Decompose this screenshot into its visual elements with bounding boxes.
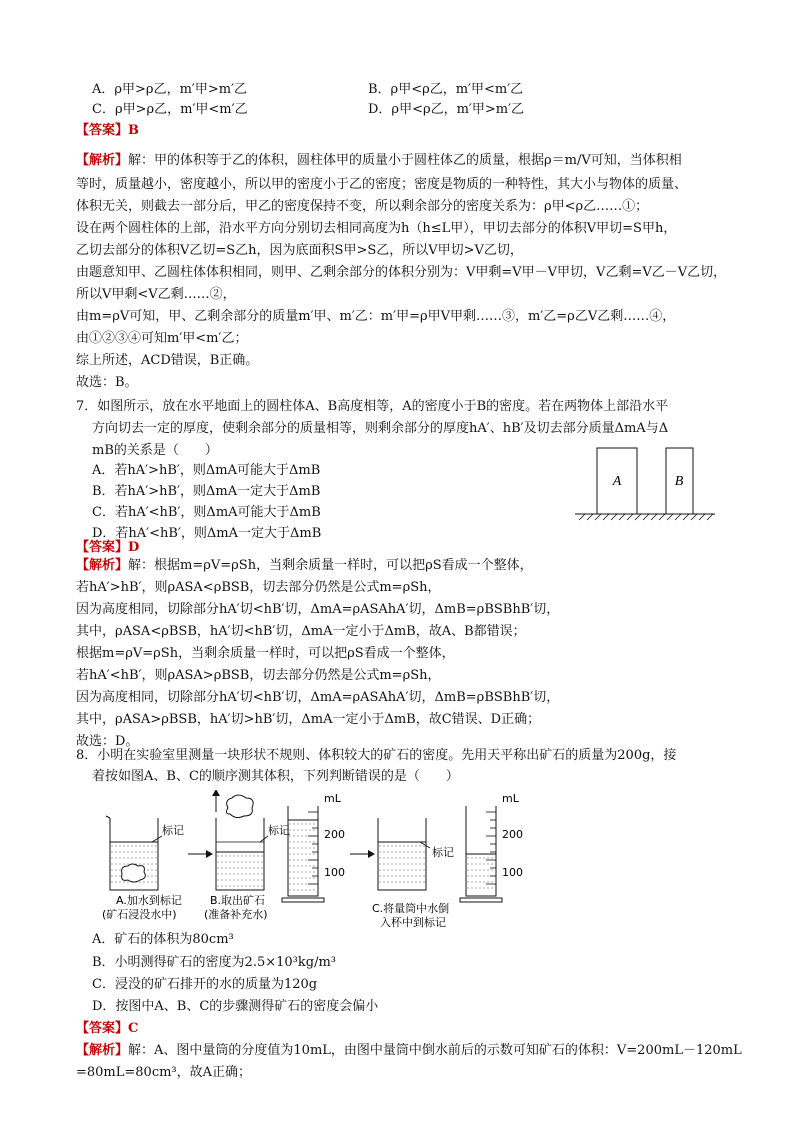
q8-option-c[interactable]: C．浸没的矿石排开的水的质量为120g xyxy=(92,977,318,992)
q6-analysis-line: 等时，质量越小，密度越小，所以甲的密度小于乙的密度；密度是物质的一种特性，其大小与物体的质量、 xyxy=(76,177,688,192)
q7-analysis-line: 故选：D。 xyxy=(76,734,139,749)
q7-analysis-line: 若hA′<hB′，则ρASA>ρBSB，切去部分仍然是公式m=ρSh， xyxy=(76,668,441,683)
q7-option-a[interactable]: A．若hA′>hB′，则ΔmA可能大于ΔmB xyxy=(92,463,321,478)
q7-stem-line: 7．如图所示，放在水平地面上的圆柱体A、B高度相等，A的密度小于B的密度。若在两物体上部沿水平 xyxy=(76,399,669,414)
beaker-a xyxy=(102,816,184,921)
mark-label-b: 标记 xyxy=(268,824,290,837)
q7-analysis-line: 其中，ρASA>ρBSB，hA′切>hB′切，ΔmA一定小于ΔmB，故C错误、D正确； xyxy=(76,712,541,727)
q8-experiment-figure xyxy=(100,790,540,935)
q7-analysis-line: 根据m=ρV=ρSh，当剩余质量一样时，可以把ρS看成一个整体， xyxy=(76,646,455,661)
q7-analysis-line: 其中，ρASA<ρBSB，hA′切<hB′切，ΔmA一定小于ΔmB，故A、B都错误； xyxy=(76,624,526,639)
tick-200-label-1: 200 xyxy=(324,828,345,841)
tick-100-label-1: 100 xyxy=(324,866,345,879)
beaker-b xyxy=(204,790,290,921)
q8-stem-line: 8．小明在实验室里测量一块形状不规则、体积较大的矿石的密度。先用天平称出矿石的质量为200g，接 xyxy=(76,748,677,763)
q7-answer: 【答案】D xyxy=(76,540,140,555)
graduated-cylinder-2 xyxy=(460,792,523,902)
tick-200-label-2: 200 xyxy=(502,828,523,841)
q6-analysis-line: 设在两个圆柱体的上部，沿水平方向分别切去相同高度为h（h≤L甲），甲切去部分的体积V甲切=S甲h， xyxy=(76,221,677,236)
q6-analysis-line: 体积无关，则截去一部分后，甲乙的密度保持不变，所以剩余部分的密度关系为：ρ甲<ρ乙……①； xyxy=(76,199,649,214)
q8-answer: 【答案】C xyxy=(76,1021,139,1036)
caption-a-line1: A.加水到标记 xyxy=(116,894,182,907)
q6-analysis-line: 由题意知甲、乙圆柱体体积相同，则甲、乙剩余部分的体积分别为：V甲剩=V甲－V甲切，V乙剩=V乙－V乙切， xyxy=(76,265,727,280)
q7-analysis-line: 因为高度相同，切除部分hA′切<hB′切，ΔmA=ρASAhA′切，ΔmB=ρBSBhB′切， xyxy=(76,690,560,705)
unit-label-2: mL xyxy=(502,792,519,805)
q7-analysis-line: 【解析】解：根据m=ρV=ρSh，当剩余质量一样时，可以把ρS看成一个整体， xyxy=(76,558,533,573)
q7-stem-line: mB的关系是（ ） xyxy=(92,443,218,458)
q7-stem-line: 方向切去一定的厚度，使剩余部分的质量相等，则剩余部分的厚度hA′、hB′及切去部分质量ΔmA与Δ xyxy=(92,421,669,436)
q8-stem-line: 着按如图A、B、C的顺序测其体积，下列判断错误的是（ ） xyxy=(92,769,459,784)
q6-analysis-line: 综上所述，ACD错误，B正确。 xyxy=(76,353,259,368)
q8-option-d[interactable]: D．按图中A、B、C的步骤测得矿石的密度会偏小 xyxy=(92,999,379,1014)
mark-label-c: 标记 xyxy=(432,846,454,859)
caption-b-line2: (准备补充水) xyxy=(204,908,268,921)
q7-analysis-line: 因为高度相同，切除部分hA′切<hB′切，ΔmA=ρASAhA′切，ΔmB=ρBSBhB′切， xyxy=(76,602,560,617)
q6-analysis-line: 由①②③④可知m′甲<m′乙； xyxy=(76,331,248,346)
q6-analysis-line: 故选：B。 xyxy=(76,375,138,390)
q6-analysis-line: 由m=ρV可知，甲、乙剩余部分的质量m′甲、m′乙：m′甲=ρ甲V甲剩……③，m′乙=ρ乙V乙剩……④， xyxy=(76,309,676,324)
q7-cylinders-figure xyxy=(575,440,715,525)
q6-answer: 【答案】B xyxy=(76,123,140,138)
q6-option-a[interactable]: A．ρ甲>ρ乙，m′甲>m′乙 xyxy=(92,82,248,97)
q6-analysis-line: 乙切去部分的体积V乙切=S乙h，因为底面积S甲>S乙，所以V甲切>V乙切， xyxy=(76,243,523,258)
caption-b-line1: B.取出矿石 xyxy=(210,894,266,907)
caption-c-line2: 入杯中到标记 xyxy=(380,916,446,929)
q7-label-b: B xyxy=(674,474,684,489)
q7-option-d[interactable]: D．若hA′<hB′，则ΔmA一定大于ΔmB xyxy=(92,526,322,541)
graduated-cylinder-1 xyxy=(282,792,345,902)
q7-label-a: A xyxy=(612,474,622,489)
beaker-c xyxy=(372,818,454,929)
mark-label-a: 标记 xyxy=(162,824,184,837)
q8-option-b[interactable]: B．小明测得矿石的密度为2.5×10³kg/m³ xyxy=(92,955,336,970)
q8-analysis-line: 【解析】解：A、图中量筒的分度值为10mL，由图中量筒中倒水前后的示数可知矿石的体积：V=200mL－120mL xyxy=(76,1043,742,1058)
q6-option-c[interactable]: C．ρ甲>ρ乙，m′甲<m′乙 xyxy=(92,102,248,117)
q6-option-d[interactable]: D．ρ甲<ρ乙，m′甲>m′乙 xyxy=(368,102,525,117)
tick-100-label-2: 100 xyxy=(502,866,523,879)
unit-label-1: mL xyxy=(324,792,341,805)
q6-option-b[interactable]: B．ρ甲<ρ乙，m′甲<m′乙 xyxy=(368,82,524,97)
caption-c-line1: C.将量筒中水倒 xyxy=(372,902,450,915)
caption-a-line2: (矿石浸没水中) xyxy=(102,908,177,921)
q6-analysis-line: 【解析】解：甲的体积等于乙的体积，圆柱体甲的质量小于圆柱体乙的质量，根据ρ＝m/V可知，当体积相 xyxy=(76,153,682,168)
q7-option-c[interactable]: C．若hA′<hB′，则ΔmA可能大于ΔmB xyxy=(92,505,321,520)
q6-analysis-line: 所以V甲剩<V乙剩……②， xyxy=(76,287,236,302)
q8-option-a[interactable]: A．矿石的体积为80cm³ xyxy=(92,932,234,947)
q8-analysis-line: =80mL=80cm³，故A正确； xyxy=(76,1065,252,1080)
q7-analysis-line: 若hA′>hB′，则ρASA<ρBSB，切去部分仍然是公式m=ρSh， xyxy=(76,580,441,595)
q7-option-b[interactable]: B．若hA′>hB′，则ΔmA一定大于ΔmB xyxy=(92,484,321,499)
